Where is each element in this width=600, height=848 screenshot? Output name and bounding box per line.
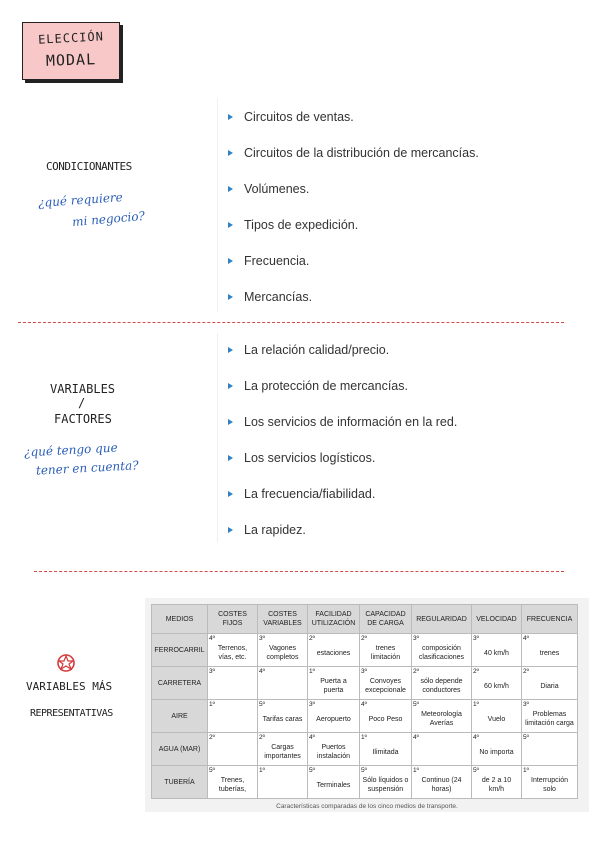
cell-text: trenes [539,649,560,657]
cell-text [522,746,577,752]
cell-text: Convoyes excepcionale [365,678,406,694]
rank-label: 5º [259,701,265,708]
cell-text: No importa [479,748,514,756]
cell-text: Vuelo [487,715,506,723]
rank-label: 3º [361,668,367,675]
bullet-icon [228,150,233,156]
rank-label: 5º [473,767,479,774]
table-header: REGULARIDAD [412,605,472,634]
list-item [228,107,354,127]
list-item-text: La protección de mercancías. [244,379,408,393]
table-cell [522,634,578,667]
rank-label: 2º [209,734,215,741]
cell-text: composición clasificaciones [418,645,465,661]
table-row [152,733,578,766]
list-item-text: Circuitos de la distribución de mercancías. [244,146,479,160]
table-cell [308,634,360,667]
table-header: CAPACIDAD DE CARGA [360,605,412,634]
rank-label: 1º [473,701,479,708]
bullet-icon [228,419,233,425]
table-row [152,667,578,700]
rank-label: 2º [309,635,315,642]
table-header-row [152,605,578,634]
rank-label: 4º [361,701,367,708]
table-cell [360,634,412,667]
cell-text [208,746,257,752]
list-item-text: La frecuencia/fiabilidad. [244,487,376,501]
medio-cell: AGUA (MAR) [152,733,208,766]
condicionantes-label: CONDICIONANTES [46,160,132,173]
section-divider [18,322,564,323]
rank-label: 5º [361,767,367,774]
cell-text: Terrenos, vías, etc. [217,645,248,661]
rank-label: 2º [523,668,529,675]
list-item-text: Los servicios logísticos. [244,451,376,465]
table-cell [412,733,472,766]
list-item [228,143,479,163]
rank-label: 1º [361,734,367,741]
cell-text: Aeropuerto [316,715,351,723]
table-cell [412,634,472,667]
cell-text: Poco Peso [368,715,403,723]
list-item-text: La relación calidad/precio. [244,343,390,357]
table-header: COSTES VARIABLES [258,605,308,634]
table-cell [472,634,522,667]
factors-list [218,333,600,543]
rank-label: 2º [473,668,479,675]
rank-label: 2º [413,668,419,675]
cell-text: Continuo (24 horas) [421,777,462,793]
cell-text: Puerta a puerta [320,678,347,694]
section2-question-line1: ¿qué tengo que [23,440,118,460]
list-item [228,520,306,540]
cell-text [258,680,307,686]
cell-text: Cargas importantes [264,744,301,760]
bullet-icon [228,455,233,461]
table-cell [208,766,258,799]
title-box [22,22,120,80]
bullet-icon [228,222,233,228]
bullet-icon [228,294,233,300]
table-cell [522,766,578,799]
title-line-2: MODAL [45,50,97,70]
rank-label: 5º [209,767,215,774]
table-cell [308,733,360,766]
table-cell [412,766,472,799]
rank-label: 3º [309,701,315,708]
table-cell [360,667,412,700]
list-item-text: La rapidez. [244,523,306,537]
medio-cell: FERROCARRIL [152,634,208,667]
rank-label: 4º [259,668,265,675]
table-header: MEDIOS [152,605,208,634]
list-item [228,179,309,199]
bullet-icon [228,347,233,353]
medio-cell: AIRE [152,700,208,733]
list-item [228,448,375,468]
title-line-1: ELECCIÓN [37,29,105,47]
table-cell [308,700,360,733]
table-cell [308,766,360,799]
list-item [228,287,312,307]
table-cell [360,766,412,799]
list-item-text: Circuitos de ventas. [244,110,354,124]
table-cell [258,634,308,667]
table-cell [258,733,308,766]
rank-label: 4º [413,734,419,741]
transport-comparison-figure [145,598,589,812]
table-cell [308,667,360,700]
variables-label: VARIABLES [50,382,116,396]
table-cell [522,700,578,733]
cell-text: Sólo líquidos o suspensión [362,777,409,793]
cell-text: Meteorología Averías [421,711,462,727]
list-item-text: Los servicios de información en la red. [244,415,458,429]
table-cell [472,700,522,733]
list-item-text: Volúmenes. [244,182,310,196]
cell-text: Problemas limitación carga [525,711,574,727]
table-cell [208,700,258,733]
list-item-text: Frecuencia. [244,254,310,268]
section1-question-line1: ¿qué requiere [37,190,124,210]
cell-text: Terminales [316,781,351,789]
section-divider [34,571,564,572]
rank-label: 5º [309,767,315,774]
list-item [228,484,375,504]
factores-label: FACTORES [54,412,112,426]
table-cell [360,733,412,766]
bullet-icon [228,186,233,192]
cell-text: 40 km/h [484,649,509,657]
table-cell [258,667,308,700]
table-cell [258,766,308,799]
table-cell [412,700,472,733]
cell-text: Diaria [540,682,559,690]
table-header: COSTES FIJOS [208,605,258,634]
list-item [228,376,408,396]
table-header: VELOCIDAD [472,605,522,634]
rank-label: 3º [523,701,529,708]
list-item-text: Mercancías. [244,290,313,304]
rank-label: 3º [209,668,215,675]
rank-label: 5º [523,734,529,741]
table-header: FRECUENCIA [522,605,578,634]
table-cell [412,667,472,700]
table-cell [522,733,578,766]
rank-label: 5º [413,701,419,708]
cell-text [258,779,307,785]
table-cell [258,700,308,733]
table-cell [472,667,522,700]
rank-label: 1º [413,767,419,774]
cell-text: Vagones completos [266,645,299,661]
table-row [152,700,578,733]
table-cell [472,766,522,799]
table-cell [208,733,258,766]
variables-separator: / [78,396,86,410]
cell-text [412,746,471,752]
rank-label: 1º [259,767,265,774]
rank-label: 3º [259,635,265,642]
star-icon [56,653,76,673]
rank-label: 3º [473,635,479,642]
representative-variables-line1: VARIABLES MÁS [26,680,113,693]
medio-cell: TUBERÍA [152,766,208,799]
list-item [228,251,309,271]
rank-label: 2º [361,635,367,642]
bullet-icon [228,383,233,389]
table-cell [208,667,258,700]
transport-comparison-table [151,604,578,799]
rank-label: 4º [309,734,315,741]
cell-text: trenes limitación [370,645,401,661]
table-cell [208,634,258,667]
cell-text: sólo depende conductores [420,678,463,694]
bullet-icon [228,114,233,120]
table-cell [522,667,578,700]
rank-label: 2º [259,734,265,741]
table-row [152,634,578,667]
cell-text: Interrupción solo [531,777,568,793]
table-header: FACILIDAD UTILIZACIÓN [308,605,360,634]
cell-text: Tarifas caras [262,715,303,723]
cell-text: Trenes, tuberías, [218,777,247,793]
rank-label: 1º [523,767,529,774]
cell-text [208,680,257,686]
cell-text: estaciones [316,649,351,657]
bullet-icon [228,491,233,497]
cell-text: de 2 a 10 km/h [481,777,512,793]
rank-label: 1º [209,701,215,708]
rank-label: 4º [523,635,529,642]
cell-text: 60 km/h [484,682,509,690]
bullet-icon [228,527,233,533]
rank-label: 4º [473,734,479,741]
table-caption: Características comparadas de los cinco medios de transporte. [276,803,458,810]
representative-variables-line2: REPRESENTATIVAS [30,708,113,719]
rank-label: 1º [309,668,315,675]
table-cell [472,733,522,766]
list-item [228,412,457,432]
list-item [228,215,358,235]
rank-label: 3º [413,635,419,642]
rank-label: 4º [209,635,215,642]
table-row [152,766,578,799]
cell-text: Puertos instalación [316,744,351,760]
section1-question-line2: mi negocio? [71,208,146,230]
list-item-text: Tipos de expedición. [244,218,359,232]
cell-text: Ilimitada [372,748,399,756]
conditions-list [218,98,600,312]
bullet-icon [228,258,233,264]
list-item [228,340,389,360]
cell-text [208,713,257,719]
table-cell [360,700,412,733]
section2-question-line2: tener en cuenta? [35,458,139,478]
medio-cell: CARRETERA [152,667,208,700]
